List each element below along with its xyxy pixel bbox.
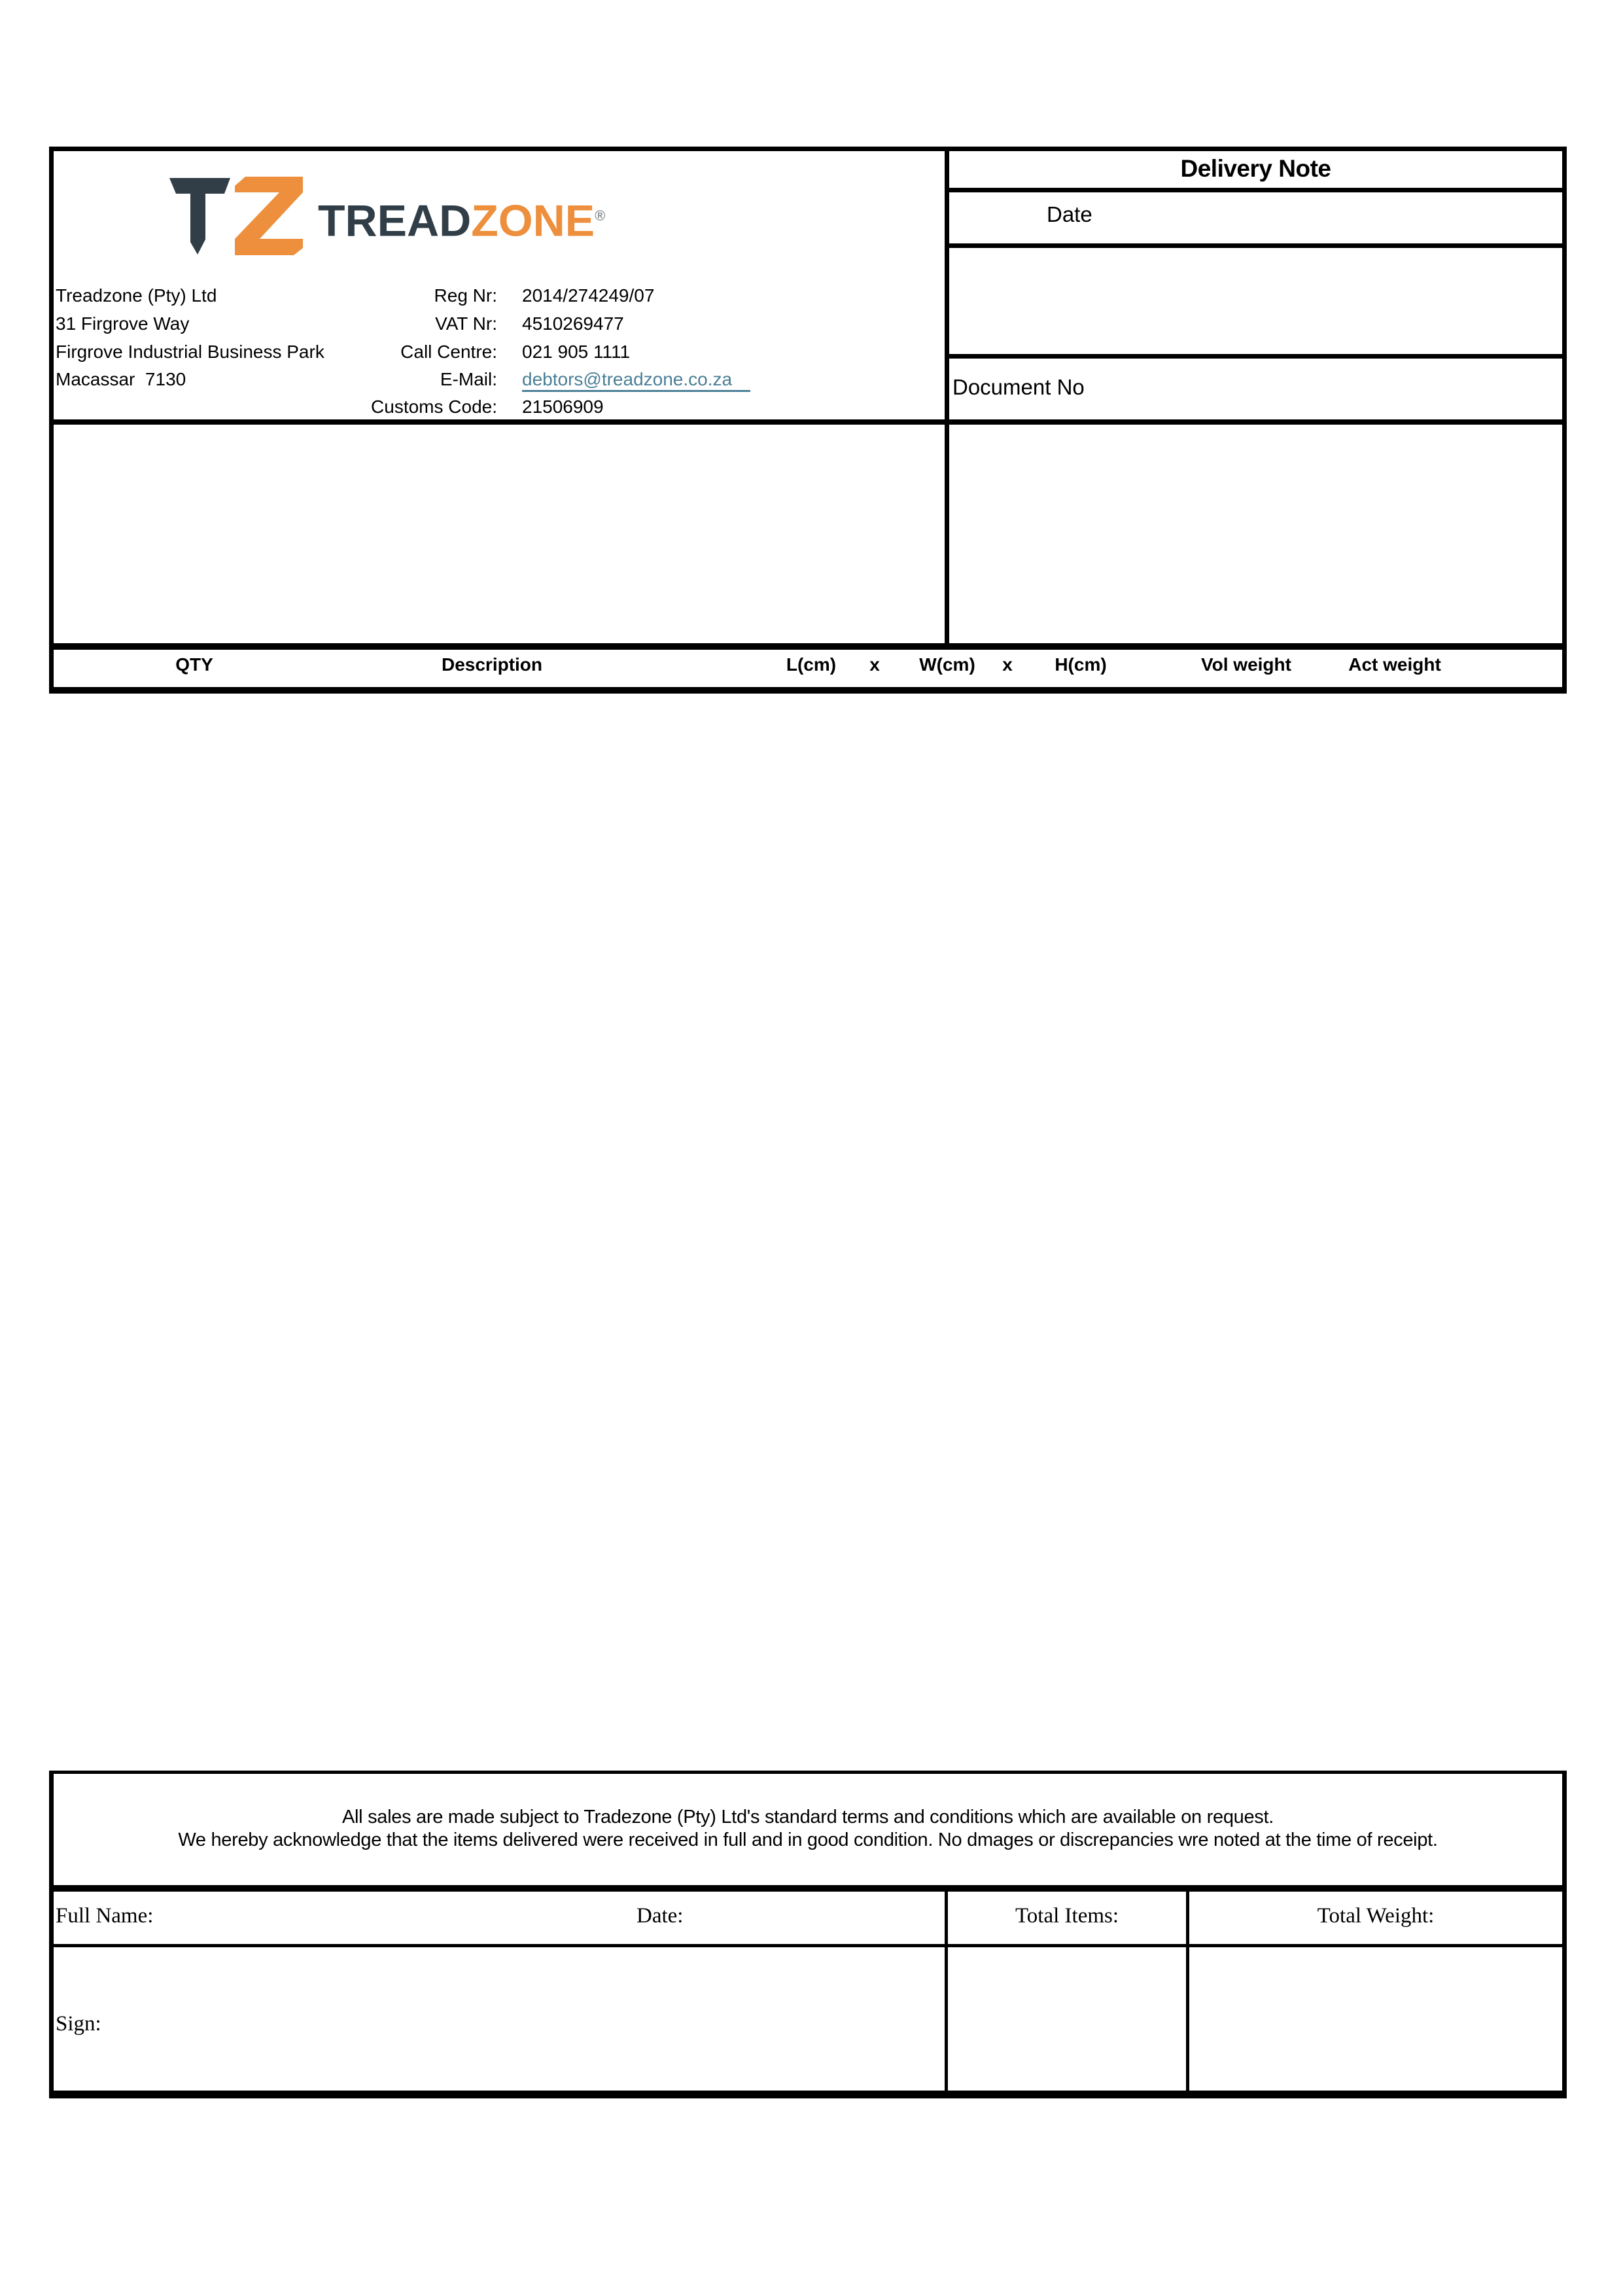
rule-table-header-top: [49, 643, 1567, 650]
company-address1: 31 Firgrove Way: [56, 313, 190, 334]
vat-nr-value: 4510269477: [522, 313, 624, 334]
date-field-label: Date: [1047, 202, 1092, 226]
col-header-x2: x: [1002, 654, 1013, 675]
reg-nr-label: Reg Nr:: [434, 285, 497, 306]
divider-middle-top: [945, 147, 949, 643]
full-name-label: Full Name:: [56, 1904, 154, 1928]
rule-under-terms: [49, 1885, 1567, 1892]
call-centre-label: Call Centre:: [400, 342, 497, 362]
footer-date-label: Date:: [637, 1904, 684, 1928]
reg-nr-value: 2014/274249/07: [522, 285, 655, 306]
wordmark-tread: TREAD: [318, 196, 472, 246]
company-name: Treadzone (Pty) Ltd: [56, 285, 217, 306]
email-label: E-Mail:: [440, 369, 497, 389]
border-terms-top: [49, 1771, 1567, 1774]
document-no-label: Document No: [952, 375, 1085, 399]
total-weight-label: Total Weight:: [1317, 1904, 1435, 1928]
col-header-width: W(cm): [919, 654, 975, 675]
company-address3: Macassar 7130: [56, 369, 186, 389]
rule-under-footer-labels: [49, 1944, 1567, 1947]
trademark-symbol: ®: [595, 207, 606, 224]
total-items-label: Total Items:: [1015, 1904, 1119, 1928]
rule-table-header-bottom: [49, 687, 1567, 694]
col-header-length: L(cm): [786, 654, 837, 675]
border-outer-bottom: [49, 2091, 1567, 2098]
rule-under-date-box: [945, 243, 1567, 248]
treadzone-wordmark: [318, 194, 606, 246]
treadzone-logo-icon: [167, 174, 304, 259]
border-outer-top: [49, 147, 1567, 151]
customs-code-label: Customs Code:: [371, 397, 497, 417]
col-header-height: H(cm): [1055, 654, 1107, 675]
border-outer-left-top: [49, 147, 54, 694]
company-address2: Firgrove Industrial Business Park: [56, 342, 324, 362]
terms-line-1: All sales are made subject to Tradezone (Pty) Ltd's standard terms and conditions which are available on request.: [341, 1807, 1274, 1828]
col-header-vol-weight: Vol weight: [1201, 654, 1291, 675]
document-title: Delivery Note: [1180, 155, 1331, 182]
call-centre-value: 021 905 1111: [522, 342, 631, 362]
email-link[interactable]: debtors@treadzone.co.za: [522, 369, 750, 392]
rule-under-company-block: [49, 419, 1567, 425]
customs-code-value: 21506909: [522, 397, 604, 417]
terms-line-2: We hereby acknowledge that the items delivered were received in full and in good condition. No dmages or discrepancies wre noted at the time of receipt.: [178, 1829, 1438, 1850]
col-header-description: Description: [441, 654, 543, 675]
rule-under-delivery-note: [945, 188, 1567, 192]
col-header-x1: x: [869, 654, 880, 675]
border-outer-right-top: [1562, 147, 1567, 694]
col-header-act-weight: Act weight: [1348, 654, 1441, 675]
vat-nr-label: VAT Nr:: [435, 313, 497, 334]
wordmark-zone: ZONE: [471, 196, 595, 246]
col-header-qty: QTY: [175, 654, 213, 675]
sign-label: Sign:: [56, 2012, 101, 2036]
rule-above-document-no: [945, 354, 1567, 359]
